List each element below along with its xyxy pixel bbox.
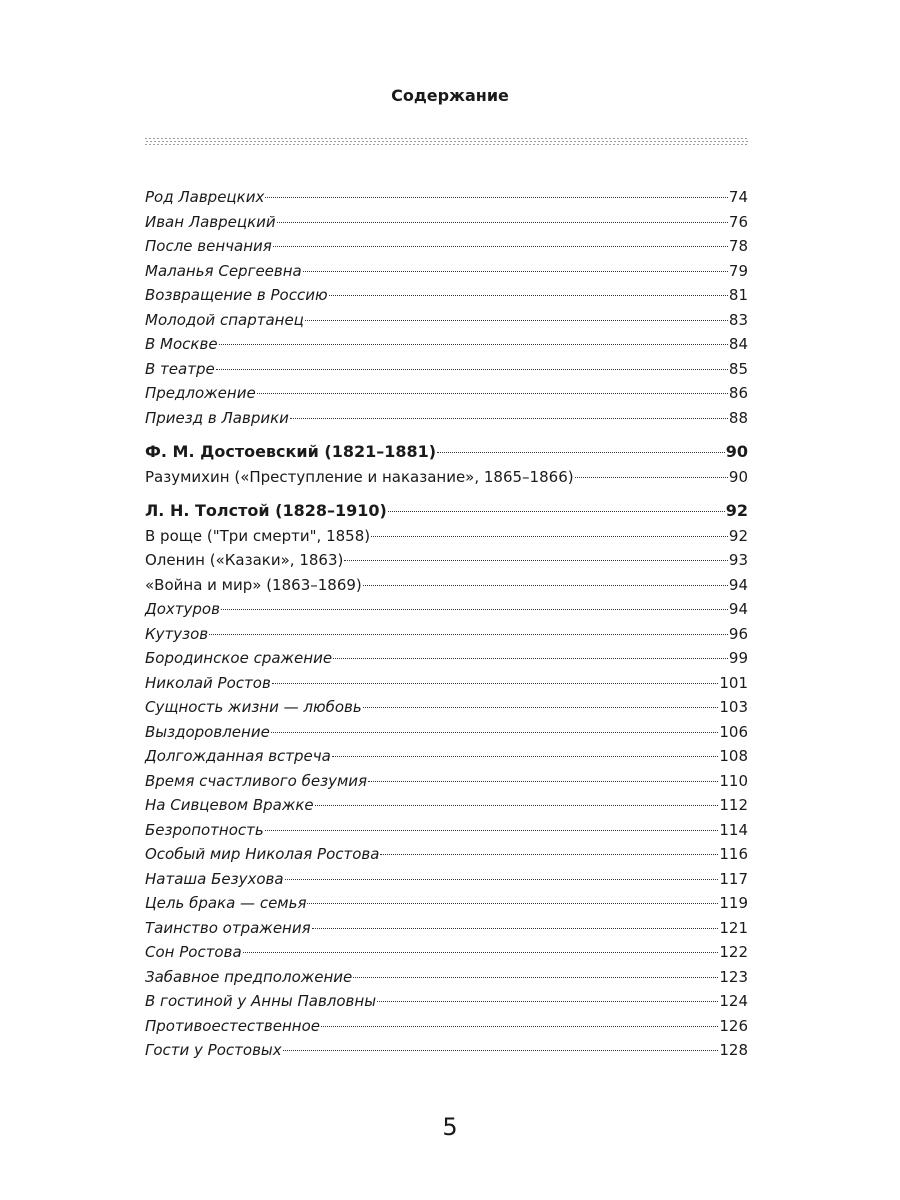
dot-leader — [265, 815, 719, 831]
toc-entry-title: После венчания — [145, 237, 272, 255]
toc-entry-title: Особый мир Николая Ростова — [145, 845, 380, 863]
toc-entry-title: В гостиной у Анны Павловны — [145, 992, 377, 1010]
toc-entry-page: 94 — [728, 575, 748, 594]
dot-leader — [305, 305, 728, 321]
toc-entry-title: Возвращение в Россию — [145, 286, 328, 304]
toc-entry-page: 116 — [719, 845, 748, 863]
dot-leader — [219, 329, 728, 345]
toc-entry-title: Сон Ростова — [145, 943, 242, 961]
toc-entry-title: Оленин («Казаки», 1863) — [145, 551, 344, 569]
toc-entry-page: 93 — [728, 551, 748, 569]
toc-entry-page: 74 — [728, 188, 748, 206]
header-rule — [145, 138, 748, 146]
dot-leader — [272, 668, 719, 684]
toc-entry — [145, 406, 748, 431]
dot-leader — [333, 643, 728, 659]
toc-entry-title: Маланья Сергеевна — [145, 261, 302, 280]
toc-entry-title: «Война и мир» (1863–1869) — [145, 575, 362, 594]
page-title: Содержание — [391, 86, 509, 105]
toc-entry-page: 121 — [719, 918, 748, 937]
dot-leader — [209, 619, 728, 635]
toc-entry-title: Разумихин («Преступление и наказание», 1865–1866) — [145, 467, 574, 486]
toc-entry-page: 103 — [719, 698, 748, 716]
toc-entry-page: 78 — [728, 237, 748, 255]
toc-entry-page: 88 — [728, 408, 748, 427]
toc-entry-title: Выздоровление — [145, 722, 270, 741]
toc-entry-title: Кутузов — [145, 624, 209, 643]
toc-entry-page: 114 — [719, 820, 748, 839]
toc-entry-page: 86 — [728, 384, 748, 402]
dot-leader — [437, 436, 725, 453]
dot-leader — [388, 495, 725, 512]
toc-entry-page: 92 — [725, 501, 748, 520]
dot-leader — [216, 354, 728, 370]
dot-leader — [332, 741, 719, 757]
dot-leader — [368, 766, 718, 782]
dot-leader — [363, 692, 719, 708]
toc-entry-title: Род Лаврецких — [145, 188, 265, 206]
toc-entry-page: 99 — [728, 649, 748, 667]
toc-entry-page: 81 — [728, 286, 748, 304]
toc-entry-title: Николай Ростов — [145, 673, 271, 692]
toc-entry-page: 92 — [728, 526, 748, 545]
toc-entry — [145, 1038, 748, 1063]
toc-entry-title: Наташа Безухова — [145, 869, 284, 888]
dot-leader — [257, 378, 728, 394]
table-of-contents — [145, 185, 748, 1063]
page-number: 5 — [442, 1113, 458, 1141]
toc-entry-title: Сущность жизни — любовь — [145, 698, 362, 716]
toc-entry-page: 76 — [728, 212, 748, 231]
toc-entry-title: Молодой спартанец — [145, 310, 304, 329]
dot-leader — [285, 864, 719, 880]
toc-entry-page: 112 — [719, 796, 748, 814]
toc-entry-title: Забавное предположение — [145, 967, 353, 986]
toc-entry-page: 124 — [719, 992, 748, 1010]
toc-entry-title: Приезд в Лаврики — [145, 408, 289, 427]
toc-entry-page: 123 — [719, 967, 748, 986]
toc-entry-page: 96 — [728, 624, 748, 643]
toc-entry-title: Ф. М. Достоевский (1821–1881) — [145, 442, 437, 461]
toc-entry-title: Предложение — [145, 384, 256, 402]
dot-leader — [221, 594, 728, 610]
toc-entry-title: В Москве — [145, 335, 218, 353]
toc-entry-title: Безропотность — [145, 820, 264, 839]
toc-entry-page: 79 — [728, 261, 748, 280]
toc-entry-page: 85 — [728, 359, 748, 378]
toc-entry-page: 117 — [719, 869, 748, 888]
toc-entry-page: 90 — [725, 442, 748, 461]
dot-leader — [363, 570, 728, 586]
dot-leader — [265, 182, 728, 198]
toc-entry-title: Время счастливого безумия — [145, 771, 368, 790]
toc-entry-title: Таинство отражения — [145, 918, 311, 937]
toc-entry-title: Иван Лаврецкий — [145, 212, 276, 231]
dot-leader — [377, 986, 718, 1002]
toc-entry — [145, 465, 748, 490]
dot-leader — [380, 839, 718, 855]
dot-leader — [290, 403, 728, 419]
dot-leader — [277, 207, 728, 223]
dot-leader — [353, 962, 718, 978]
toc-entry-title: В роще ("Три смерти", 1858) — [145, 526, 371, 545]
toc-entry-title: Бородинское сражение — [145, 649, 333, 667]
toc-entry-page: 119 — [719, 894, 748, 912]
dot-leader — [283, 1035, 719, 1051]
toc-entry-title: Цель брака — семья — [145, 894, 307, 912]
toc-entry-page: 101 — [719, 673, 748, 692]
toc-entry-page: 106 — [719, 722, 748, 741]
dot-leader — [243, 937, 719, 953]
toc-entry-page: 108 — [719, 747, 748, 765]
dot-leader — [273, 231, 728, 247]
dot-leader — [321, 1011, 718, 1027]
dot-leader — [312, 913, 719, 929]
dot-leader — [307, 888, 718, 904]
toc-entry-title: Л. Н. Толстой (1828–1910) — [145, 501, 387, 520]
toc-entry-page: 128 — [719, 1041, 748, 1059]
toc-entry-title: В театре — [145, 359, 215, 378]
toc-entry-title: Долгожданная встреча — [145, 747, 331, 765]
dot-leader — [575, 462, 728, 478]
toc-entry-title: Дохтуров — [145, 600, 220, 618]
dot-leader — [271, 717, 719, 733]
toc-entry-page: 84 — [728, 335, 748, 353]
dot-leader — [371, 521, 728, 537]
toc-entry-title: Гости у Ростовых — [145, 1041, 282, 1059]
dot-leader — [344, 545, 728, 561]
toc-entry-page: 126 — [719, 1016, 748, 1035]
toc-entry-page: 90 — [728, 467, 748, 486]
dot-leader — [315, 790, 719, 806]
toc-entry-page: 83 — [728, 310, 748, 329]
toc-entry-page: 110 — [719, 771, 748, 790]
toc-entry-page: 122 — [719, 943, 748, 961]
dot-leader — [329, 280, 728, 296]
dot-leader — [303, 256, 728, 272]
toc-entry-title: Противоестественное — [145, 1016, 320, 1035]
toc-entry-title: На Сивцевом Вражке — [145, 796, 314, 814]
toc-entry-page: 94 — [728, 600, 748, 618]
